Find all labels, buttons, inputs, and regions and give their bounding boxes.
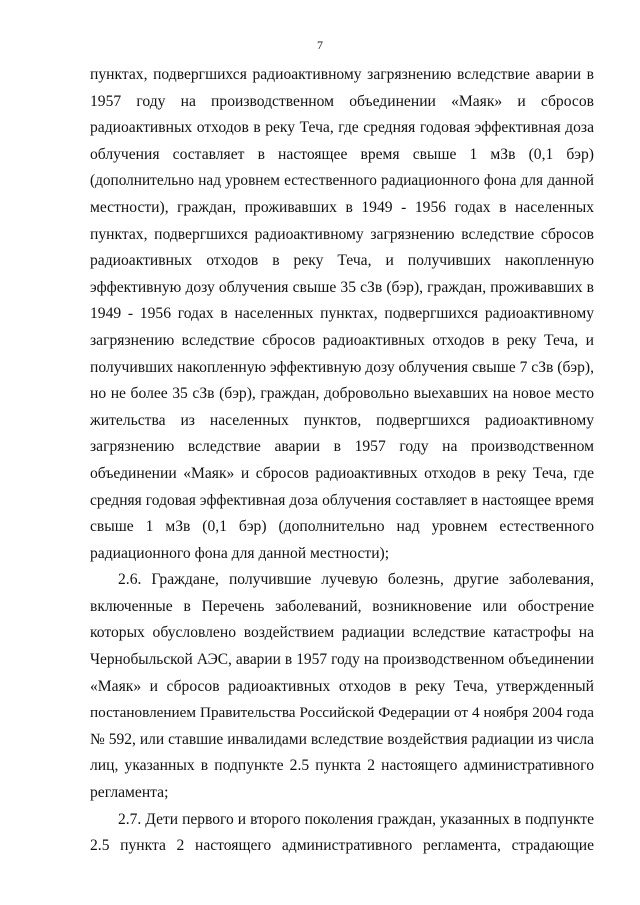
- text-line: жительства из населенных пунктов, подвергшихся радиоактивному: [90, 411, 594, 429]
- document-body: [90, 62, 594, 860]
- text-line: загрязнению вследствие аварии в 1957 году на производственном: [90, 438, 594, 456]
- text-line: 1957 году на производственном объединении «Маяк» и сбросов: [90, 92, 594, 110]
- text-line: средняя годовая эффективная доза облучения составляет в настоящее время: [90, 491, 594, 509]
- text-line: пунктах, подвергшихся радиоактивному загрязнению вследствие аварии в: [90, 66, 594, 83]
- text-line: лиц, указанных в подпункте 2.5 пункта 2 настоящего административного: [90, 757, 594, 775]
- text-line: 2.5 пункта 2 настоящего административного регламента, страдающие: [90, 837, 594, 855]
- text-line: которых обусловлено воздействием радиации вследствие катастрофы на: [90, 624, 594, 642]
- text-line: эффективную дозу облучения свыше 35 сЗв (бэр), граждан, проживавших в: [90, 278, 594, 296]
- text-line: получивших накопленную эффективную дозу облучения свыше 7 сЗв (бэр),: [90, 358, 594, 376]
- text-line: (дополнительно над уровнем естественного радиационного фона для данной: [90, 172, 594, 190]
- text-line: постановлением Правительства Российской Федерации от 4 ноября 2004 года: [90, 704, 594, 722]
- text-line: местности), граждан, проживавших в 1949 - 1956 годах в населенных: [90, 198, 594, 216]
- text-line: № 592, или ставшие инвалидами вследствие воздействия радиации из числа: [90, 730, 594, 748]
- text-line: пунктах, подвергшихся радиоактивному загрязнению вследствие сбросов: [90, 225, 594, 243]
- text-line: 2.7. Дети первого и второго поколения граждан, указанных в подпункте: [118, 810, 594, 828]
- page-number: 7: [317, 38, 323, 52]
- text-line: облучения составляет в настоящее время свыше 1 мЗв (0,1 бэр): [90, 145, 594, 163]
- text-line: 2.6. Граждане, получившие лучевую болезнь, другие заболевания,: [118, 571, 594, 589]
- text-line: радиационного фона для данной местности);: [90, 544, 390, 562]
- text-line: «Маяк» и сбросов радиоактивных отходов в реку Теча, утвержденный: [90, 677, 594, 695]
- text-line: радиоактивных отходов в реку Теча, и получивших накопленную: [90, 252, 594, 270]
- text-line: регламента;: [90, 784, 169, 802]
- text-line: объединении «Маяк» и сбросов радиоактивных отходов в реку Теча, где: [90, 464, 594, 482]
- text-line: Чернобыльской АЭС, аварии в 1957 году на производственном объединении: [90, 651, 594, 669]
- text-line: 1949 - 1956 годах в населенных пунктах, подвергшихся радиоактивному: [90, 305, 594, 323]
- text-line: свыше 1 мЗв (0,1 бэр) (дополнительно над уровнем естественного: [90, 518, 594, 536]
- text-line: но не более 35 сЗв (бэр), граждан, добровольно выехавших на новое место: [90, 385, 594, 403]
- text-line: загрязнению вследствие сбросов радиоактивных отходов в реку Теча, и: [90, 331, 594, 349]
- text-line: включенные в Перечень заболеваний, возникновение или обострение: [90, 597, 594, 615]
- text-line: радиоактивных отходов в реку Теча, где средняя годовая эффективная доза: [90, 119, 594, 137]
